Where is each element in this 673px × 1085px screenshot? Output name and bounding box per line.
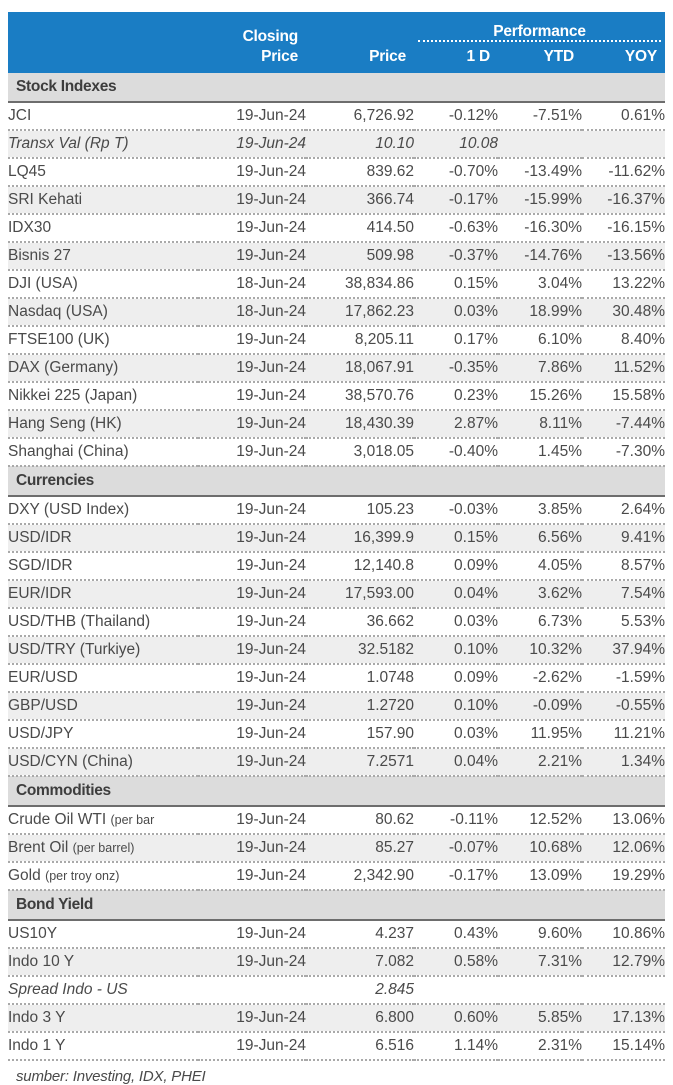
row-label-text: EUR/USD	[8, 669, 78, 687]
table-row[interactable]	[8, 636, 665, 664]
row-1d-cell: 0.04%	[414, 580, 498, 608]
table-row[interactable]	[8, 948, 665, 976]
row-price-cell: 7.2571	[306, 748, 414, 776]
row-date-cell: 19-Jun-24	[198, 608, 306, 636]
row-ytd-cell: -7.51%	[498, 102, 582, 130]
row-date-cell: 19-Jun-24	[198, 862, 306, 890]
row-yoy-cell: 8.40%	[582, 326, 665, 354]
section-header-row	[8, 890, 665, 920]
row-price-cell: 414.50	[306, 214, 414, 242]
header-closing-group: Closing	[198, 12, 306, 44]
row-label-text: Crude Oil WTI	[8, 811, 111, 829]
row-1d-cell: 0.15%	[414, 524, 498, 552]
row-price-cell: 2,342.90	[306, 862, 414, 890]
row-label-text: Indo 10 Y	[8, 953, 75, 971]
row-label-text: SGD/IDR	[8, 557, 73, 575]
row-label	[8, 748, 198, 776]
table-row[interactable]	[8, 298, 665, 326]
header-yoy-column[interactable]: YOY	[582, 44, 665, 73]
row-price-cell: 509.98	[306, 242, 414, 270]
row-label	[8, 354, 198, 382]
row-price-cell: 18,430.39	[306, 410, 414, 438]
row-label	[8, 410, 198, 438]
row-label-text: DJI (USA)	[8, 275, 78, 293]
table-row[interactable]	[8, 354, 665, 382]
header-price-column[interactable]: Price	[306, 44, 414, 73]
row-yoy-cell	[582, 130, 665, 158]
table-row[interactable]	[8, 130, 665, 158]
row-label-text: IDX30	[8, 219, 52, 237]
row-label	[8, 186, 198, 214]
row-1d-cell: -0.63%	[414, 214, 498, 242]
row-label	[8, 664, 198, 692]
row-date-cell: 19-Jun-24	[198, 920, 306, 948]
row-1d-cell: 0.09%	[414, 552, 498, 580]
row-label	[8, 920, 198, 948]
section-header-row	[8, 776, 665, 806]
row-yoy-cell: 9.41%	[582, 524, 665, 552]
row-price-cell: 2.845	[306, 976, 414, 1004]
row-ytd-cell: -14.76%	[498, 242, 582, 270]
row-yoy-cell: -0.55%	[582, 692, 665, 720]
row-price-cell: 3,018.05	[306, 438, 414, 466]
table-row[interactable]	[8, 720, 665, 748]
row-label	[8, 130, 198, 158]
table-row[interactable]	[8, 834, 665, 862]
table-row[interactable]	[8, 862, 665, 890]
row-yoy-cell: 11.52%	[582, 354, 665, 382]
row-yoy-cell: 7.54%	[582, 580, 665, 608]
table-body	[8, 73, 665, 1060]
row-price-cell: 10.10	[306, 130, 414, 158]
table-row[interactable]	[8, 214, 665, 242]
row-date-cell: 19-Jun-24	[198, 834, 306, 862]
row-date-cell: 19-Jun-24	[198, 354, 306, 382]
row-ytd-cell: -16.30%	[498, 214, 582, 242]
header-1d-column[interactable]: 1 D	[414, 44, 498, 73]
row-yoy-cell: -13.56%	[582, 242, 665, 270]
row-yoy-cell: 0.61%	[582, 102, 665, 130]
table-row[interactable]	[8, 1004, 665, 1032]
row-price-cell: 38,834.86	[306, 270, 414, 298]
row-price-cell: 32.5182	[306, 636, 414, 664]
row-yoy-cell: -11.62%	[582, 158, 665, 186]
row-ytd-cell: -13.49%	[498, 158, 582, 186]
row-label-text: DXY (USD Index)	[8, 501, 130, 519]
row-price-cell: 6.800	[306, 1004, 414, 1032]
row-label-text: USD/TRY (Turkiye)	[8, 641, 141, 659]
row-yoy-cell: 15.14%	[582, 1032, 665, 1060]
row-label-text: Gold	[8, 867, 46, 885]
table-row[interactable]	[8, 382, 665, 410]
row-date-cell: 19-Jun-24	[198, 242, 306, 270]
row-1d-cell: 2.87%	[414, 410, 498, 438]
row-label	[8, 608, 198, 636]
row-label-text: Indo 1 Y	[8, 1037, 66, 1055]
row-label-note: (per troy onz)	[45, 869, 120, 884]
row-ytd-cell: 3.85%	[498, 496, 582, 524]
table-row[interactable]	[8, 158, 665, 186]
row-1d-cell: 0.23%	[414, 382, 498, 410]
row-date-cell: 19-Jun-24	[198, 1004, 306, 1032]
row-price-cell: 36.662	[306, 608, 414, 636]
header-ytd-column[interactable]: YTD	[498, 44, 582, 73]
table-row[interactable]	[8, 580, 665, 608]
row-date-cell: 19-Jun-24	[198, 552, 306, 580]
row-date-cell: 19-Jun-24	[198, 382, 306, 410]
row-1d-cell: 0.03%	[414, 298, 498, 326]
row-label	[8, 382, 198, 410]
row-ytd-cell: 6.10%	[498, 326, 582, 354]
row-label	[8, 242, 198, 270]
row-date-cell: 19-Jun-24	[198, 496, 306, 524]
row-yoy-cell: 13.06%	[582, 806, 665, 834]
row-price-cell: 6.516	[306, 1032, 414, 1060]
row-1d-cell: -0.40%	[414, 438, 498, 466]
table-row[interactable]	[8, 242, 665, 270]
row-price-cell: 839.62	[306, 158, 414, 186]
row-label-text: GBP/USD	[8, 697, 78, 715]
row-label-text: US10Y	[8, 925, 58, 943]
row-yoy-cell: -16.15%	[582, 214, 665, 242]
row-label-text: Shanghai (China)	[8, 443, 129, 461]
row-1d-cell: -0.11%	[414, 806, 498, 834]
row-label-text: Indo 3 Y	[8, 1009, 66, 1027]
row-label-text: Transx Val (Rp T)	[8, 135, 129, 153]
row-yoy-cell: 15.58%	[582, 382, 665, 410]
row-label	[8, 524, 198, 552]
row-price-cell: 12,140.8	[306, 552, 414, 580]
row-label	[8, 214, 198, 242]
row-ytd-cell: 2.31%	[498, 1032, 582, 1060]
row-date-cell: 19-Jun-24	[198, 186, 306, 214]
row-label	[8, 834, 198, 862]
row-date-cell: 19-Jun-24	[198, 214, 306, 242]
row-1d-cell: -0.03%	[414, 496, 498, 524]
row-label-note: (per barrel)	[72, 841, 135, 856]
row-label	[8, 720, 198, 748]
row-price-cell: 38,570.76	[306, 382, 414, 410]
performance-underline	[418, 40, 661, 42]
row-price-cell: 7.082	[306, 948, 414, 976]
row-label	[8, 270, 198, 298]
section-header-row	[8, 73, 665, 102]
row-label	[8, 552, 198, 580]
row-label	[8, 438, 198, 466]
row-date-cell: 19-Jun-24	[198, 102, 306, 130]
row-date-cell: 19-Jun-24	[198, 326, 306, 354]
header-group-row	[8, 12, 665, 44]
row-price-cell: 80.62	[306, 806, 414, 834]
table-row[interactable]	[8, 186, 665, 214]
row-yoy-cell: 19.29%	[582, 862, 665, 890]
row-ytd-cell: 3.04%	[498, 270, 582, 298]
row-yoy-cell: 5.53%	[582, 608, 665, 636]
row-label	[8, 580, 198, 608]
row-price-cell: 4.237	[306, 920, 414, 948]
table-row[interactable]	[8, 1032, 665, 1060]
row-ytd-cell: 3.62%	[498, 580, 582, 608]
table-row[interactable]	[8, 920, 665, 948]
source-footnote: sumber: Investing, IDX, PHEI	[16, 1068, 206, 1085]
table-row[interactable]	[8, 102, 665, 130]
row-date-cell: 19-Jun-24	[198, 130, 306, 158]
row-date-cell: 19-Jun-24	[198, 1032, 306, 1060]
row-label-text: Spread Indo - US	[8, 981, 128, 999]
row-ytd-cell: -0.09%	[498, 692, 582, 720]
row-ytd-cell: 11.95%	[498, 720, 582, 748]
header-performance-group	[414, 12, 665, 44]
row-date-cell	[198, 976, 306, 1004]
row-label-text: SRI Kehati	[8, 191, 83, 209]
row-price-cell: 6,726.92	[306, 102, 414, 130]
row-1d-cell: 0.58%	[414, 948, 498, 976]
table-row[interactable]	[8, 806, 665, 834]
row-label	[8, 158, 198, 186]
table-row[interactable]	[8, 496, 665, 524]
table-row[interactable]	[8, 438, 665, 466]
row-yoy-cell: 11.21%	[582, 720, 665, 748]
row-label-text: Brent Oil	[8, 839, 73, 857]
row-1d-cell	[414, 976, 498, 1004]
table-row[interactable]	[8, 608, 665, 636]
row-label-text: Bisnis 27	[8, 247, 71, 265]
row-ytd-cell: 5.85%	[498, 1004, 582, 1032]
header-spacer-cell	[306, 12, 414, 44]
row-date-cell: 19-Jun-24	[198, 158, 306, 186]
row-yoy-cell: 37.94%	[582, 636, 665, 664]
row-label	[8, 636, 198, 664]
section-title: Bond Yield	[8, 890, 665, 920]
row-1d-cell: -0.35%	[414, 354, 498, 382]
row-ytd-cell: 8.11%	[498, 410, 582, 438]
row-date-cell: 19-Jun-24	[198, 664, 306, 692]
row-price-cell: 17,593.00	[306, 580, 414, 608]
row-ytd-cell: -2.62%	[498, 664, 582, 692]
table-row[interactable]	[8, 410, 665, 438]
row-price-cell: 366.74	[306, 186, 414, 214]
row-label	[8, 862, 198, 890]
row-ytd-cell	[498, 130, 582, 158]
row-ytd-cell: 13.09%	[498, 862, 582, 890]
table-row[interactable]	[8, 524, 665, 552]
row-1d-cell: 0.09%	[414, 664, 498, 692]
row-label	[8, 948, 198, 976]
row-label-text: Nasdaq (USA)	[8, 303, 108, 321]
row-label-text: JCI	[8, 107, 32, 125]
row-1d-cell: -0.17%	[414, 186, 498, 214]
row-label	[8, 1032, 198, 1060]
row-date-cell: 19-Jun-24	[198, 410, 306, 438]
row-ytd-cell: 10.68%	[498, 834, 582, 862]
row-ytd-cell: 10.32%	[498, 636, 582, 664]
row-label	[8, 496, 198, 524]
row-label-text: USD/CYN (China)	[8, 753, 133, 771]
row-date-cell: 19-Jun-24	[198, 524, 306, 552]
row-ytd-cell: 6.56%	[498, 524, 582, 552]
row-ytd-cell: 1.45%	[498, 438, 582, 466]
row-ytd-cell: 7.31%	[498, 948, 582, 976]
row-1d-cell: 0.10%	[414, 692, 498, 720]
row-label	[8, 1004, 198, 1032]
row-1d-cell: 0.03%	[414, 720, 498, 748]
row-yoy-cell: -16.37%	[582, 186, 665, 214]
row-label-text: LQ45	[8, 163, 46, 181]
section-title: Currencies	[8, 466, 665, 496]
row-1d-cell: 0.43%	[414, 920, 498, 948]
table-row[interactable]	[8, 664, 665, 692]
row-price-cell: 157.90	[306, 720, 414, 748]
row-label-text: USD/JPY	[8, 725, 74, 743]
row-ytd-cell: -15.99%	[498, 186, 582, 214]
row-ytd-cell: 4.05%	[498, 552, 582, 580]
row-label-text: USD/THB (Thailand)	[8, 613, 151, 631]
header-date-column[interactable]: Price	[198, 44, 306, 73]
row-date-cell: 19-Jun-24	[198, 438, 306, 466]
row-ytd-cell: 6.73%	[498, 608, 582, 636]
row-1d-cell: 10.08	[414, 130, 498, 158]
row-price-cell: 105.23	[306, 496, 414, 524]
row-ytd-cell: 9.60%	[498, 920, 582, 948]
table-row[interactable]	[8, 552, 665, 580]
row-1d-cell: 0.60%	[414, 1004, 498, 1032]
row-1d-cell: 0.04%	[414, 748, 498, 776]
row-label	[8, 976, 198, 1004]
row-ytd-cell: 12.52%	[498, 806, 582, 834]
row-yoy-cell: 1.34%	[582, 748, 665, 776]
row-price-cell: 17,862.23	[306, 298, 414, 326]
row-ytd-cell: 15.26%	[498, 382, 582, 410]
row-yoy-cell: 12.79%	[582, 948, 665, 976]
row-price-cell: 85.27	[306, 834, 414, 862]
row-yoy-cell: 8.57%	[582, 552, 665, 580]
row-label	[8, 326, 198, 354]
row-1d-cell: 0.03%	[414, 608, 498, 636]
row-price-cell: 8,205.11	[306, 326, 414, 354]
header-blank-cell	[8, 12, 198, 44]
row-yoy-cell: 13.22%	[582, 270, 665, 298]
section-title: Stock Indexes	[8, 73, 665, 102]
row-label	[8, 102, 198, 130]
table-row[interactable]	[8, 270, 665, 298]
row-label-text: Nikkei 225 (Japan)	[8, 387, 138, 405]
row-price-cell: 1.0748	[306, 664, 414, 692]
row-label-text: EUR/IDR	[8, 585, 72, 603]
row-1d-cell: 1.14%	[414, 1032, 498, 1060]
section-title: Commodities	[8, 776, 665, 806]
row-yoy-cell: 12.06%	[582, 834, 665, 862]
row-1d-cell: 0.17%	[414, 326, 498, 354]
header-performance-label: Performance	[493, 22, 586, 40]
row-price-cell: 18,067.91	[306, 354, 414, 382]
row-1d-cell: 0.10%	[414, 636, 498, 664]
row-date-cell: 19-Jun-24	[198, 636, 306, 664]
section-header-row	[8, 466, 665, 496]
header-label-column	[8, 44, 198, 73]
header-column-row	[8, 44, 665, 73]
row-label-text: Hang Seng (HK)	[8, 415, 122, 433]
row-yoy-cell: -7.44%	[582, 410, 665, 438]
row-label-text: FTSE100 (UK)	[8, 331, 110, 349]
row-label-text: DAX (Germany)	[8, 359, 119, 377]
row-date-cell: 19-Jun-24	[198, 948, 306, 976]
row-1d-cell: -0.17%	[414, 862, 498, 890]
row-1d-cell: -0.37%	[414, 242, 498, 270]
row-yoy-cell: -1.59%	[582, 664, 665, 692]
row-ytd-cell	[498, 976, 582, 1004]
row-1d-cell: -0.12%	[414, 102, 498, 130]
row-date-cell: 19-Jun-24	[198, 720, 306, 748]
row-price-cell: 1.2720	[306, 692, 414, 720]
row-label	[8, 806, 198, 834]
row-label	[8, 298, 198, 326]
row-price-cell: 16,399.9	[306, 524, 414, 552]
row-yoy-cell: 17.13%	[582, 1004, 665, 1032]
row-label-text: USD/IDR	[8, 529, 72, 547]
row-1d-cell: -0.70%	[414, 158, 498, 186]
row-yoy-cell	[582, 976, 665, 1004]
table-row[interactable]	[8, 748, 665, 776]
row-date-cell: 19-Jun-24	[198, 806, 306, 834]
market-data-table	[8, 12, 665, 1061]
row-date-cell: 18-Jun-24	[198, 270, 306, 298]
row-yoy-cell: 2.64%	[582, 496, 665, 524]
table-row[interactable]	[8, 326, 665, 354]
row-1d-cell: -0.07%	[414, 834, 498, 862]
row-yoy-cell: -7.30%	[582, 438, 665, 466]
row-date-cell: 19-Jun-24	[198, 692, 306, 720]
table-row[interactable]	[8, 976, 665, 1004]
row-ytd-cell: 7.86%	[498, 354, 582, 382]
row-1d-cell: 0.15%	[414, 270, 498, 298]
row-ytd-cell: 2.21%	[498, 748, 582, 776]
table-row[interactable]	[8, 692, 665, 720]
row-yoy-cell: 30.48%	[582, 298, 665, 326]
row-date-cell: 19-Jun-24	[198, 580, 306, 608]
row-date-cell: 19-Jun-24	[198, 748, 306, 776]
table-header	[8, 12, 665, 73]
row-date-cell: 18-Jun-24	[198, 298, 306, 326]
row-label	[8, 692, 198, 720]
row-ytd-cell: 18.99%	[498, 298, 582, 326]
row-label-note: (per bar	[110, 813, 155, 828]
row-yoy-cell: 10.86%	[582, 920, 665, 948]
